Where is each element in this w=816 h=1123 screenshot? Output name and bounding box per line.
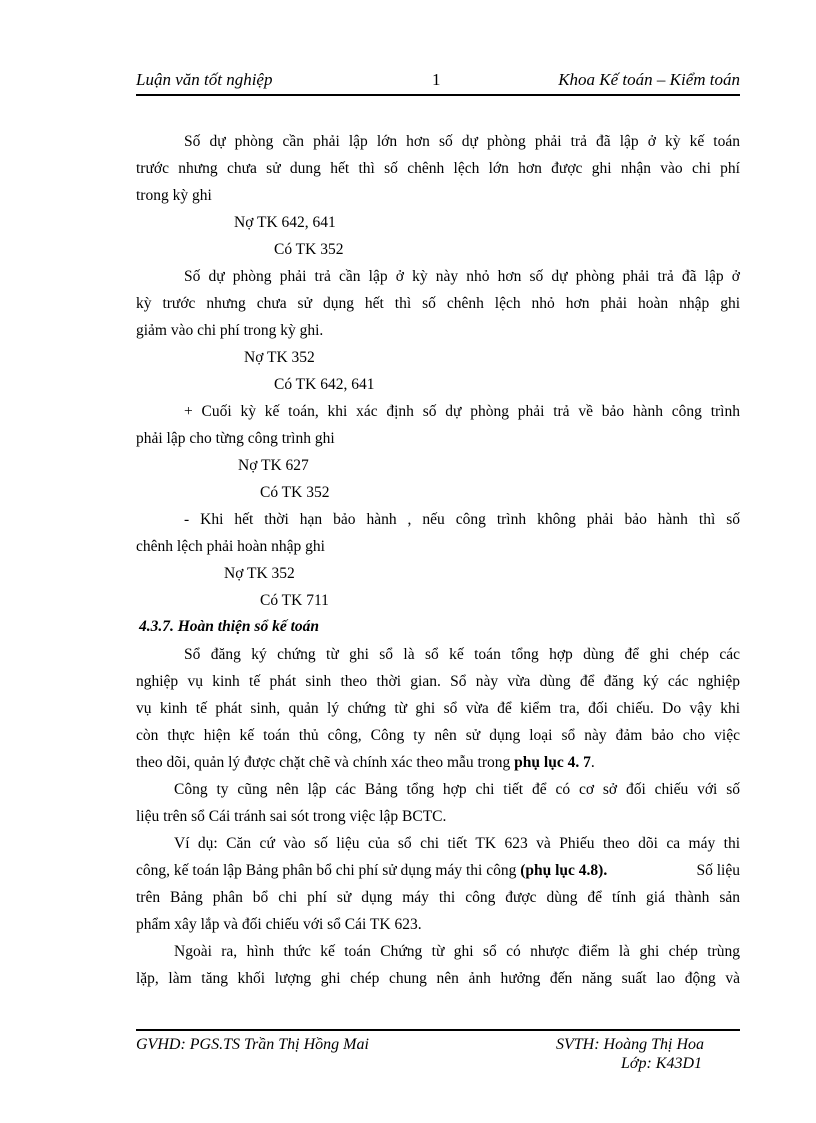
section-heading: 4.3.7. Hoàn thiện sổ kế toán — [139, 618, 319, 635]
text-line: còn thực hiện kế toán thủ công, Công ty nên sử dụng loại sổ này đảm bảo cho việc — [136, 727, 740, 744]
text-line: nghiệp vụ kinh tế phát sinh theo thời gian. Sổ này vừa dùng để đăng ký các nghiệp — [136, 673, 740, 690]
journal-entry: Có TK 642, 641 — [274, 376, 375, 393]
text-line: giảm vào chi phí trong kỳ ghi. — [136, 322, 324, 339]
text-line: trong kỳ ghi — [136, 187, 212, 204]
text-line: Số dự phòng phải trả cần lập ở kỳ này nhỏ hơn số dự phòng phải trả đã lập ở — [184, 268, 740, 285]
page-header — [136, 70, 740, 96]
text-line: liệu trên sổ Cái tránh sai sót trong việc lập BCTC. — [136, 808, 447, 825]
text-line: phẩm xây lắp và đối chiếu với sổ Cái TK 623. — [136, 916, 422, 933]
appendix-ref: (phụ lục 4.8). — [520, 862, 608, 879]
text-run: Số liệu — [696, 862, 740, 879]
journal-entry: Có TK 711 — [260, 592, 329, 609]
page-number: 1 — [432, 70, 441, 89]
journal-entry: Nợ TK 642, 641 — [234, 214, 336, 231]
text-line: - Khi hết thời hạn bảo hành , nếu công trình không phải bảo hành thì số — [184, 511, 740, 528]
text-line: Ví dụ: Căn cứ vào số liệu của sổ chi tiết TK 623 và Phiếu theo dõi ca máy thi — [174, 835, 740, 852]
text-line: Ngoài ra, hình thức kế toán Chứng từ ghi sổ có nhược điểm là ghi chép trùng — [174, 943, 740, 960]
journal-entry: Nợ TK 627 — [238, 457, 309, 474]
journal-entry: Có TK 352 — [260, 484, 330, 501]
journal-entry: Có TK 352 — [274, 241, 344, 258]
text-line: lặp, làm tăng khối lượng ghi chép chung nên ảnh hưởng đến năng suất lao động và — [136, 970, 740, 987]
student-label: SVTH: Hoàng Thị Hoa — [556, 1036, 705, 1053]
text-line: trước nhưng chưa sử dung hết thì số chênh lệch lớn hơn được ghi nhận vào chi phí — [136, 160, 740, 177]
footer-rule — [136, 1029, 740, 1031]
faculty-label: Khoa Kế toán – Kiểm toán — [558, 70, 740, 89]
text-run: công, kế toán lập Bảng phân bổ chi phí sử dụng máy thi công — [136, 862, 521, 879]
thesis-label: Luận văn tốt nghiệp — [136, 70, 273, 89]
text-line: + Cuối kỳ kế toán, khi xác định số dự phòng phải trả về bảo hành công trình — [184, 403, 740, 420]
advisor-label: GVHD: PGS.TS Trần Thị Hồng Mai — [136, 1036, 369, 1053]
text-line: Số dự phòng cần phải lập lớn hơn số dự phòng phải trả đã lập ở kỳ kế toán — [184, 133, 740, 150]
appendix-ref: phụ lục 4. 7 — [514, 754, 591, 771]
class-label: Lớp: K43D1 — [621, 1055, 702, 1072]
text-line: trên Bảng phân bổ chi phí sử dụng máy thi công được dùng để tính giá thành sản — [136, 889, 740, 906]
text-line: vụ kinh tế phát sinh, quản lý chứng từ ghi sổ vừa để kiểm tra, đối chiếu. Do vậy khi — [136, 700, 740, 717]
journal-entry: Nợ TK 352 — [224, 565, 295, 582]
text-run: theo dõi, quản lý được chặt chẽ và chính xác theo mẫu trong — [136, 754, 515, 771]
journal-entry: Nợ TK 352 — [244, 349, 315, 366]
text-line: chênh lệch phải hoàn nhập ghi — [136, 538, 325, 555]
text-line — [136, 862, 740, 880]
text-line: Công ty cũng nên lập các Bảng tổng hợp chi tiết để có cơ sở đối chiếu với số — [174, 781, 740, 798]
text-line — [136, 754, 595, 772]
text-run: . — [590, 754, 595, 771]
text-line: phải lập cho từng công trình ghi — [136, 430, 335, 447]
text-line: kỳ trước nhưng chưa sử dụng hết thì số chênh lệch nhỏ hơn phải hoàn nhập ghi — [136, 295, 740, 312]
text-line: Sổ đăng ký chứng từ ghi sổ là sổ kế toán tổng hợp dùng để ghi chép các — [184, 646, 740, 663]
